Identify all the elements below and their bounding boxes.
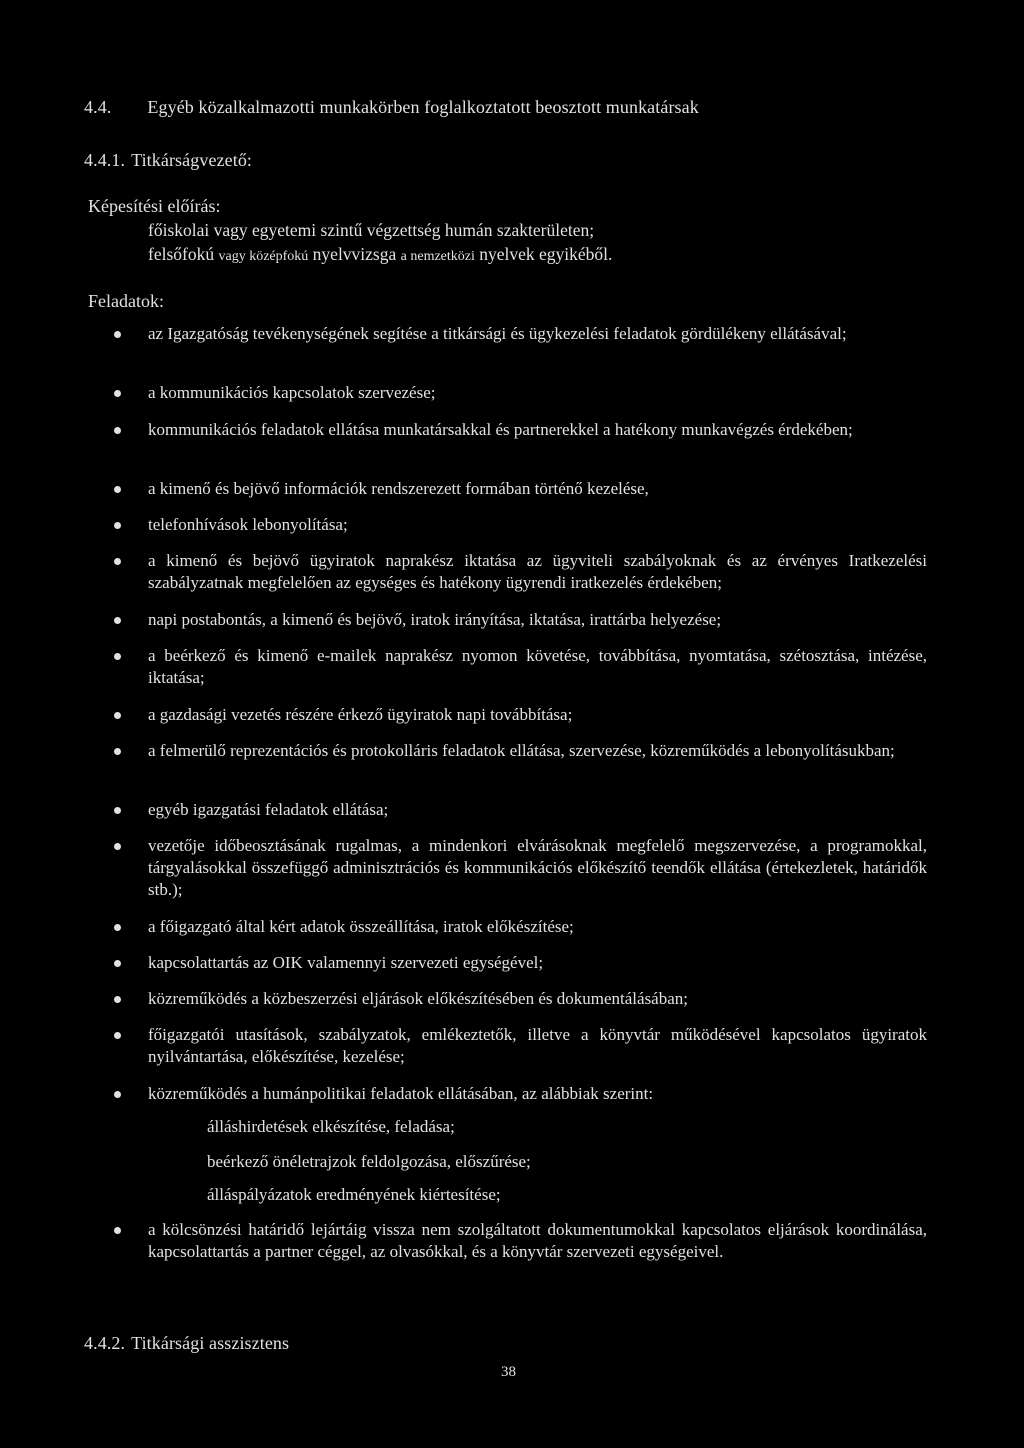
bullet-dot (114, 924, 121, 931)
task-text: a főigazgató által kért adatok összeállítása, iratok előkészítése; (148, 917, 574, 936)
task-text: vezetője időbeosztásának rugalmas, a mindenkori elvárásoknak megfelelő megszervezése, a programokkal, tárgyalásokkal összefüggő adminisztrációs és kommunikációs előkészítő teendők ellátása (értekezletek, határidők stb.); (148, 836, 927, 899)
bullet-dot (114, 996, 121, 1003)
qualification-language-alt: vagy középfokú (218, 249, 309, 264)
task-text: kapcsolattartás az OIK valamennyi szervezeti egységével; (148, 953, 544, 972)
task-text: a kommunikációs kapcsolatok szervezése; (148, 383, 436, 402)
qualification-language-end: nyelvek egyikéből. (479, 244, 613, 264)
task-text: a kimenő és bejövő ügyiratok naprakész iktatása az ügyviteli szabályoknak és az érvényes Iratkezelési szabályzatnak megfelelően az egységes és hatékony ügyrendi iratkezelés érdekében; (148, 551, 927, 592)
bullet-dot (114, 427, 121, 434)
qualifications-label: Képesítési előírás: (88, 196, 221, 216)
qualification-degree: főiskolai vagy egyetemi szintű végzettség humán szakterületen; (148, 220, 595, 240)
bullet-dot (114, 1227, 121, 1234)
bullet-dot (114, 653, 121, 660)
qualification-language-scope: a nemzetközi (400, 249, 475, 264)
task-text: a gazdasági vezetés részére érkező ügyiratok napi továbbítása; (148, 705, 573, 724)
section-title: Egyéb közalkalmazotti munkakörben foglalkoztatott beosztott munkatársak (147, 97, 699, 117)
section-number: 4.4. (84, 97, 112, 117)
task-text: a kimenő és bejövő információk rendszerezett formában történő kezelése, (148, 479, 649, 498)
bullet-dot (114, 748, 121, 755)
next-subsection-title: Titkársági asszisztens (131, 1333, 290, 1353)
bullet-dot (114, 390, 121, 397)
bullet-dot (114, 1091, 121, 1098)
task-text: napi postabontás, a kimenő és bejövő, iratok irányítása, iktatása, irattárba helyezése; (148, 610, 722, 629)
qualification-language-level: felsőfokú (148, 244, 215, 264)
tasks-label: Feladatok: (88, 291, 164, 311)
subsection-number: 4.4.1. (84, 150, 126, 170)
task-text: telefonhívások lebonyolítása; (148, 515, 348, 534)
bullet-dot (114, 960, 121, 967)
task-text: a beérkező és kimenő e-mailek naprakész nyomon követése, továbbítása, nyomtatása, szétosztása, intézése, iktatása; (148, 646, 927, 687)
next-subsection-heading (84, 1333, 289, 1354)
task-text: főigazgatói utasítások, szabályzatok, emlékeztetők, illetve a könyvtár működésével kapcsolatos ügyiratok nyilvántartása, előkészítése, kezelése; (148, 1025, 927, 1066)
bullet-dot (114, 486, 121, 493)
task-text: az Igazgatóság tevékenységének segítése a titkársági és ügykezelési feladatok gördülékeny ellátásával; (148, 324, 847, 343)
sub-item: álláspályázatok eredményének kiértesítése; (207, 1185, 501, 1204)
bullet-dot (114, 843, 121, 850)
task-text: a felmerülő reprezentációs és protokolláris feladatok ellátása, szervezése, közreműködés a lebonyolításukban; (148, 741, 895, 760)
bullet-dot (114, 617, 121, 624)
bullet-dot (114, 331, 121, 338)
qualification-language-exam: nyelvvizsga (312, 244, 397, 264)
sub-item: beérkező önéletrajzok feldolgozása, előszűrése; (207, 1152, 531, 1171)
sub-item: álláshirdetések elkészítése, feladása; (207, 1117, 455, 1136)
bullet-dot (114, 1032, 121, 1039)
task-text: kommunikációs feladatok ellátása munkatársakkal és partnerekkel a hatékony munkavégzés érdekében; (148, 420, 853, 439)
task-text: a kölcsönzési határidő lejártáig vissza nem szolgáltatott dokumentumokkal kapcsolatos eljárások koordinálása, kapcsolattartás a partner céggel, az olvasókkal, és a könyvtár szervezeti egységeivel. (148, 1220, 927, 1261)
bullet-dot (114, 558, 121, 565)
task-text: egyéb igazgatási feladatok ellátása; (148, 800, 389, 819)
page-number: 38 (501, 1364, 516, 1380)
bullet-dot (114, 807, 121, 814)
bullet-dot (114, 522, 121, 529)
next-subsection-number: 4.4.2. (84, 1333, 126, 1353)
bullet-dot (114, 712, 121, 719)
subsection-title: Titkárságvezető: (131, 150, 253, 170)
task-text: közreműködés a közbeszerzési eljárások előkészítésében és dokumentálásában; (148, 989, 688, 1008)
task-text: közreműködés a humánpolitikai feladatok ellátásában, az alábbiak szerint: (148, 1084, 654, 1103)
